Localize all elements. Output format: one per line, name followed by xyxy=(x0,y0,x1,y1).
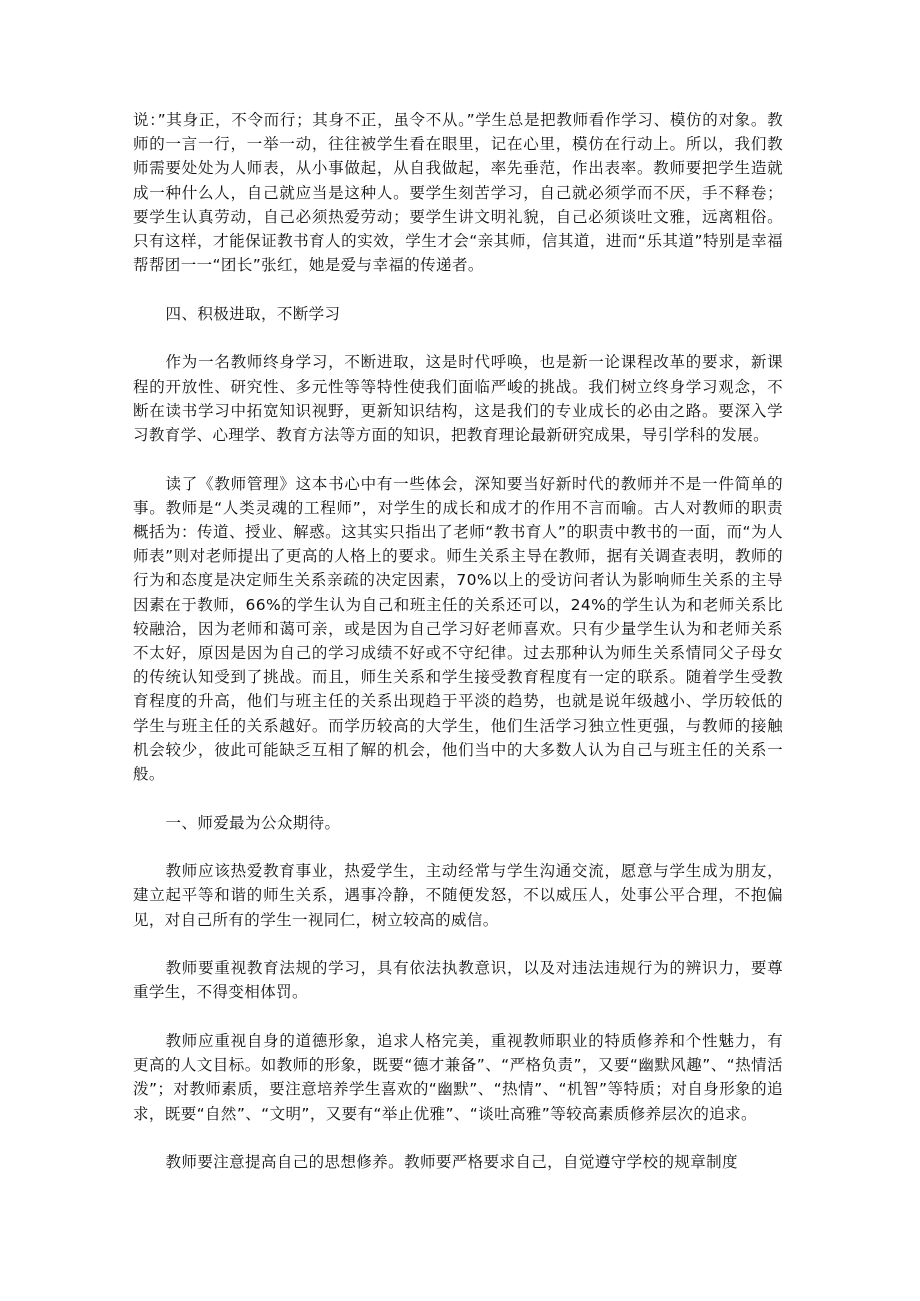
paragraph-ideological-cultivation: 教师要注意提高自己的思想修养。教师要严格要求自己，自觉遵守学校的规章制度 xyxy=(165,1153,738,1172)
paragraph-love-education: 教师应该热爱教育事业，热爱学生，主动经常与学生沟通交流，愿意与学生成为朋友，建立起平等和谐的师生关系，遇事冷静，不随便发怒，不以威压人，处事公平合理，不抱偏见，对自己所有的学生一视同仁，树立较高的威信。 xyxy=(133,862,783,929)
paragraph-education-law: 教师要重视教育法规的学习，具有依法执教意识，以及对违法违规行为的辨识力，要尊重学生，不得变相体罚。 xyxy=(133,959,783,1002)
paragraph-lifelong-learning: 作为一名教师终身学习，不断进取，这是时代呼唤，也是新一论课程改革的要求，新课程的开放性、研究性、多元性等等特性使我们面临严峻的挑战。我们树立终身学习观念，不断在读书学习中拓宽知识视野，更新知识结构，这是我们的专业成长的必由之路。要深入学习教育学、心理学、教育方法等方面的知识，把教育理论最新研究成果，导引学科的发展。 xyxy=(133,353,783,445)
document-body xyxy=(133,108,783,1199)
heading-section-four: 四、积极进取，不断学习 xyxy=(165,304,341,323)
heading-section-one: 一、师爱最为公众期待。 xyxy=(165,813,341,832)
paragraph-teacher-example: 说：”其身正，不令而行；其身不正，虽令不从。”学生总是把教师看作学习、模仿的对象。教师的一言一行，一举一动，往往被学生看在眼里，记在心里，模仿在行动上。所以，我们教师需要处处为人师表，从小事做起，从自我做起，率先垂范，作出表率。教师要把学生造就成一种什么人，自己就应当是这种人。要学生刻苦学习，自己就必须学而不厌，手不释卷；要学生认真劳动，自己必须热爱劳动；要学生讲文明礼貌，自己必须谈吐文雅，远离粗俗。只有这样，才能保证教书育人的实效，学生才会“亲其师，信其道，进而“乐其道”特别是幸福帮帮团一一“团长”张红，她是爱与幸福的传递者。 xyxy=(133,111,783,275)
paragraph-moral-image: 教师应重视自身的道德形象，追求人格完美，重视教师职业的特质修养和个性魅力，有更高的人文目标。如教师的形象，既要“德才兼备”、“严格负责”，又要“幽默风趣”、“热情活泼”；对教师素质，要注意培养学生喜欢的“幽默”、“热情”、“机智”等特质；对自身形象的追求，既要“自然”、“文明”，又要有“举止优雅”、“谈吐高雅”等较高素质修养层次的追求。 xyxy=(133,1032,783,1123)
paragraph-teacher-management: 读了《教师管理》这本书心中有一些体会，深知要当好新时代的教师并不是一件简单的事。教师是“人类灵魂的工程师”，对学生的成长和成才的作用不言而喻。古人对教师的职责概括为：传道、授业、解惑。这其实只指出了老师“教书育人”的职责中教书的一面，而“为人师表”则对老师提出了更高的人格上的要求。师生关系主导在教师，据有关调查表明，教师的行为和态度是决定师生关系亲疏的决定因素，70%以上的受访问者认为影响师生关系的主导因素在于教师，66%的学生认为自己和班主任的关系还可以，24%的学生认为和老师关系比较融洽，因为老师和蔼可亲，或是因为自己学习好老师喜欢。只有少量学生认为和老师关系不太好，原因是因为自己的学习成绩不好或不守纪律。过去那种认为师生关系情同父子母女的传统认知受到了挑战。而且，师生关系和学生接受教育程度有一定的联系。随着学生受教育程度的升高，他们与班主任的关系出现趋于平淡的趋势，也就是说年级越小、学历较低的学生与班主任的关系越好。而学历较高的大学生，他们生活学习独立性更强，与教师的接触机会较少，彼此可能缺乏互相了解的机会，他们当中的大多数人认为自己与班主任的关系一般。 xyxy=(133,474,783,784)
